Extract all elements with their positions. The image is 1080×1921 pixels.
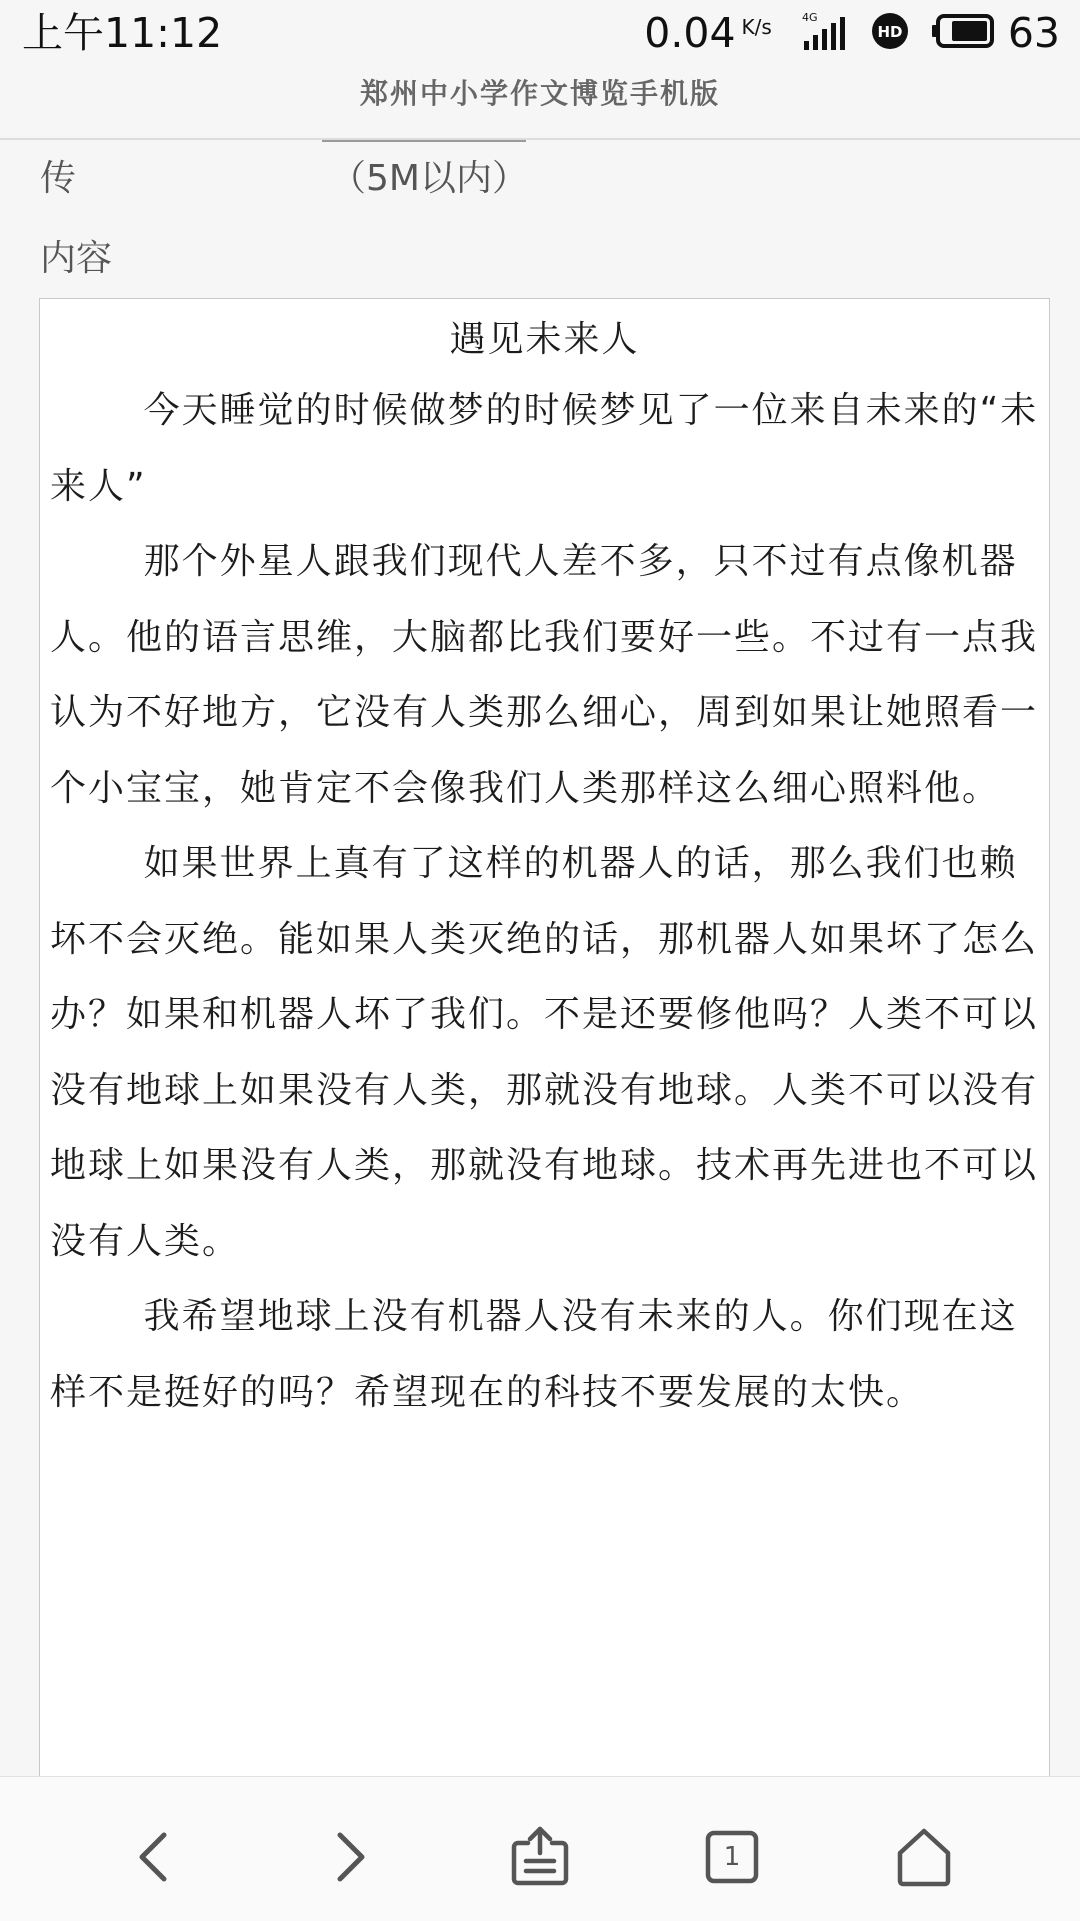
essay-paragraph: 今天睡觉的时候做梦的时候梦见了一位来自未来的“未来人”	[50, 390, 1039, 507]
essay-paragraph: 如果世界上真有了这样的机器人的话，那么我们也赖坏不会灭绝。能如果人类灭绝的话，那机器人如果坏了怎么办？如果和机器人坏了我们。不是还要修他吗？人类不可以没有地球上如果没有人类，那就没有地球。人类不可以没有地球上如果没有人类，那就没有地球。技术再先进也不可以没有人类。	[50, 843, 1039, 1262]
status-bar	[0, 0, 1080, 66]
back-button[interactable]	[116, 1817, 196, 1897]
bottom-navigation-bar	[0, 1776, 1080, 1921]
network-type-label: 4G	[801, 11, 818, 24]
essay-paragraph: 我希望地球上没有机器人没有未来的人。你们现在这样不是挺好的吗？希望现在的科技不要发展的太快。	[50, 1296, 1018, 1413]
signal-icon	[800, 11, 848, 55]
status-time: 上午11:12	[22, 9, 223, 57]
forward-arrow-icon	[318, 1827, 378, 1887]
tabs-button[interactable]	[692, 1817, 772, 1897]
content-label: 内容	[40, 238, 113, 279]
upload-button-border[interactable]	[322, 140, 526, 142]
back-arrow-icon	[126, 1827, 186, 1887]
battery-icon	[930, 13, 996, 53]
upload-label: 传	[40, 158, 77, 199]
site-title: 郑州中小学作文博览手机版	[359, 77, 720, 110]
essay-paragraph: 那个外星人跟我们现代人差不多，只不过有点像机器人。他的语言思维，大脑都比我们要好一些。不过有一点我认为不好地方，它没有人类那么细心，周到如果让她照看一个小宝宝，她肯定不会像我们人类那样这么细心照料他。	[50, 541, 1039, 809]
content-editor[interactable]	[39, 298, 1050, 1788]
forward-button[interactable]	[308, 1817, 388, 1897]
status-indicators	[644, 8, 1060, 58]
home-icon	[892, 1825, 956, 1889]
upload-size-hint: （5M以内）	[330, 158, 528, 199]
network-speed	[644, 9, 772, 57]
battery-level: 63	[1007, 9, 1060, 57]
home-button[interactable]	[884, 1817, 964, 1897]
network-speed-unit: K/s	[741, 15, 772, 39]
network-speed-value: 0.04	[644, 9, 736, 57]
essay-title: 遇见未来人	[449, 319, 640, 360]
share-button[interactable]	[500, 1817, 580, 1897]
hd-icon	[870, 11, 910, 55]
header-divider	[0, 138, 1080, 140]
tab-count: 1	[723, 1842, 741, 1872]
svg-text:HD: HD	[877, 23, 903, 41]
share-icon	[508, 1825, 572, 1889]
